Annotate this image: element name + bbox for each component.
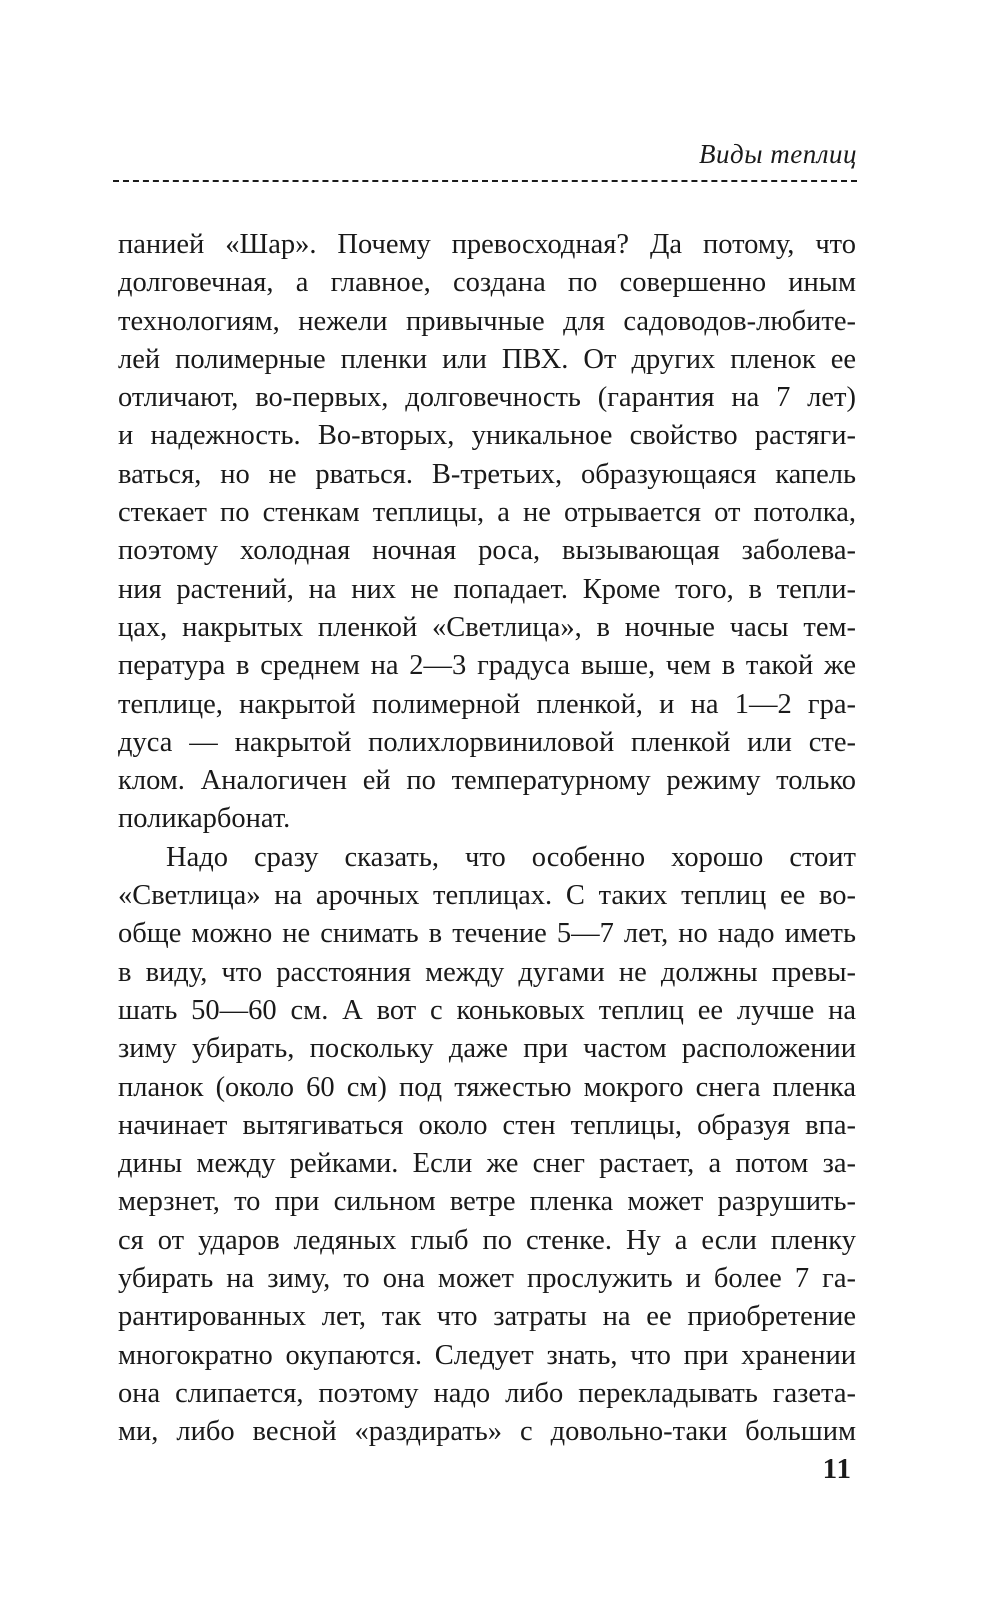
header-dashed-rule [113, 180, 857, 182]
text-line: клом. Аналогичен ей по температурному режиму только [118, 765, 856, 797]
text-line: Надо сразу сказать, что особенно хорошо стоит [166, 841, 856, 873]
text-line: панией «Шар». Почему превосходная? Да потому, что [118, 229, 856, 260]
text-line: в виду, что расстояния между дугами не должны превы- [118, 956, 856, 988]
paragraph-1 [118, 226, 856, 839]
text-line: поликарбонат. [118, 803, 291, 835]
text-line: многократно окупаются. Следует знать, что при хранении [118, 1339, 856, 1371]
text-line: начинает вытягиваться около стен теплицы, образуя впа- [118, 1109, 856, 1141]
text-line: цах, накрытых пленкой «Светлица», в ночные часы тем- [118, 611, 856, 643]
text-line: рантированных лет, так что затраты на ее приобретение [118, 1301, 856, 1333]
text-line: убирать на зиму, то она может прослужить и более 7 га- [118, 1263, 856, 1295]
text-line: пература в среднем на 2—3 градуса выше, чем в такой же [118, 650, 856, 682]
text-line: ся от ударов ледяных глыб по стенке. Ну а если пленку [118, 1224, 856, 1256]
page-number: 11 [822, 1453, 852, 1485]
text-line: отличают, во-первых, долговечность (гарантия на 7 лет) [118, 382, 856, 414]
text-line: дины между рейками. Если же снег растает, а потом за- [118, 1148, 856, 1180]
text-line: ния растений, на них не попадает. Кроме того, в тепли- [118, 573, 856, 605]
text-line: планок (около 60 см) под тяжестью мокрого снега пленка [118, 1071, 856, 1103]
text-line: ми, либо весной «раздирать» с довольно-таки большим [118, 1416, 856, 1448]
text-line: стекает по стенкам теплицы, а не отрывается от потолка, [118, 497, 856, 529]
text-line: ваться, но не рваться. В-третьих, образующаяся капель [118, 458, 856, 490]
text-line: обще можно не снимать в течение 5—7 лет, но надо иметь [118, 918, 856, 950]
text-line: мерзнет, то при сильном ветре пленка может разрушить- [118, 1186, 856, 1218]
body-text [118, 226, 856, 1452]
text-line: и надежность. Во-вторых, уникальное свойство растяги- [118, 420, 856, 452]
text-line: зиму убирать, поскольку даже при частом расположении [118, 1033, 856, 1065]
text-line: теплице, накрытой полимерной пленкой, и на 1—2 гра- [118, 688, 856, 720]
text-line: «Светлица» на арочных теплицах. С таких теплиц ее во- [118, 880, 856, 912]
text-line: шать 50—60 см. А вот с коньковых теплиц ее лучше на [118, 994, 856, 1026]
paragraph-2 [118, 839, 856, 1452]
running-head-title: Виды теплиц [699, 139, 857, 169]
text-line: дуса — накрытой полихлорвиниловой пленкой или сте- [118, 726, 856, 758]
text-line: она слипается, поэтому надо либо перекладывать газета- [118, 1377, 856, 1409]
text-line: долговечная, а главное, создана по совершенно иным [118, 267, 856, 299]
text-line: лей полимерные пленки или ПВХ. От других пленок ее [118, 343, 856, 375]
text-line: поэтому холодная ночная роса, вызывающая заболева- [118, 535, 856, 567]
text-line: технологиям, нежели привычные для садоводов-любите- [118, 305, 856, 337]
